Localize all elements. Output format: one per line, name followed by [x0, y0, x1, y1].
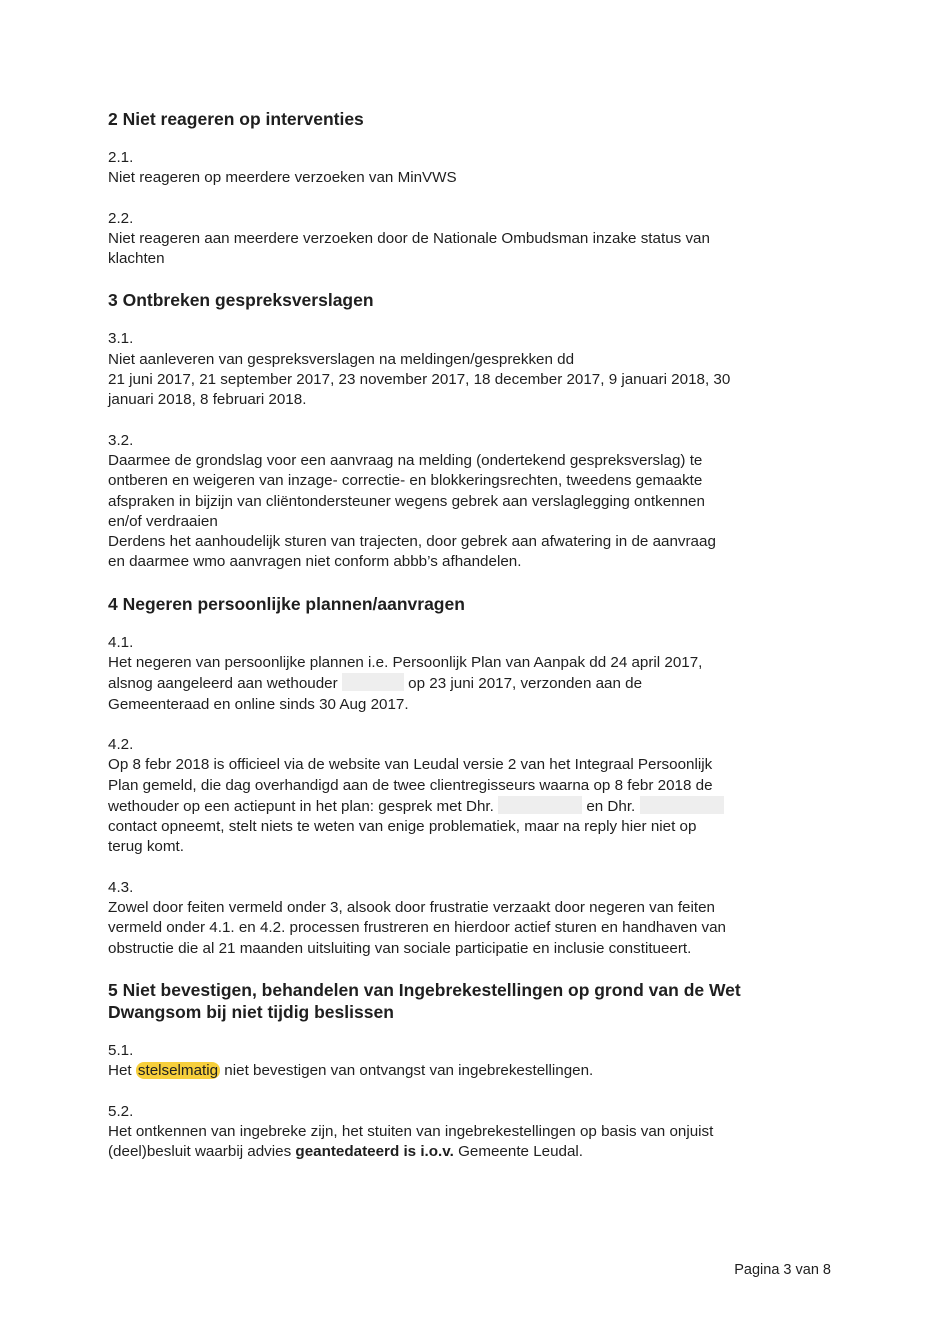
item-4-2-line: Plan gemeld, die dag overhandigd aan de twee clientregisseurs waarna op 8 febr 2018 de: [108, 776, 713, 794]
item-4-2-text-part: wethouder op een actiepunt in het plan: gesprek met Dhr.: [108, 797, 494, 815]
item-4-2-line: Op 8 febr 2018 is officieel via de website van Leudal versie 2 van het Integraal Persoonlijk: [108, 756, 713, 774]
section-5-heading: [108, 979, 833, 1023]
item-2-2-number: 2.2.: [108, 209, 134, 227]
item-2-2-line: Niet reageren aan meerdere verzoeken door de Nationale Ombudsman inzake status van: [108, 229, 710, 247]
item-4-1-text-part: op 23 juni 2017, verzonden aan de: [408, 675, 643, 693]
section-2-heading: 2 Niet reageren op interventies: [108, 109, 364, 129]
item-4-1-text-part: alsnog aangeleerd aan wethouder: [108, 675, 338, 693]
item-3-1-line: januari 2018, 8 februari 2018.: [108, 391, 307, 409]
item-4-1-number: 4.1.: [108, 633, 134, 651]
section-4-heading: 4 Negeren persoonlijke plannen/aanvragen: [108, 593, 465, 614]
item-3-2-line: ontberen en weigeren van inzage- correctie- en blokkeringsrechten, tweedens gemaakte: [108, 472, 703, 490]
item-3-2-line: en daarmee wmo aanvragen niet conform abbb’s afhandelen.: [108, 553, 522, 571]
item-3-2-line: Daarmee de grondslag voor een aanvraag na melding (ondertekend gespreksverslag) te: [108, 451, 703, 469]
item-4-3-line: obstructie die al 21 maanden uitsluiting van sociale participatie en inclusie constitueert.: [108, 939, 692, 957]
item-3-1-number: 3.1.: [108, 330, 134, 348]
item-4-2-line: [108, 796, 833, 817]
item-4-2-line: contact opneemt, stelt niets te weten van enige problematiek, maar na reply hier niet op: [108, 818, 697, 836]
item-4-3-number: 4.3.: [108, 878, 134, 896]
highlighted-word: stelselmatig: [137, 1062, 219, 1080]
item-2-2-line: klachten: [108, 250, 165, 268]
redaction-block: [640, 796, 724, 814]
item-3-2-line: Derdens het aanhoudelijk sturen van trajecten, door gebrek aan afwatering in de aanvraag: [108, 533, 716, 551]
section-5-heading-line: 5 Niet bevestigen, behandelen van Ingebrekestellingen op grond van de Wet: [108, 979, 741, 1000]
item-5-2-line: [108, 1142, 833, 1162]
item-5-2-line: Het ontkennen van ingebreke zijn, het stuiten van ingebrekestellingen op basis van onjuist: [108, 1122, 714, 1140]
item-4-3-line: Zowel door feiten vermeld onder 3, alsook door frustratie verzaakt door negeren van feiten: [108, 899, 715, 917]
item-3-2-line: afspraken in bijzijn van cliëntondersteuner wegens gebrek aan verslaglegging ontkennen: [108, 492, 705, 510]
item-5-2-bold-text: geantedateerd is i.o.v.: [295, 1143, 454, 1161]
item-5-1-text-part: niet bevestigen van ontvangst van ingebrekestellingen.: [224, 1062, 594, 1080]
item-4-2-number: 4.2.: [108, 735, 134, 753]
item-4-1-line: [108, 673, 833, 694]
section-3-heading: 3 Ontbreken gespreksverslagen: [108, 290, 374, 311]
redaction-block: [498, 796, 582, 814]
item-3-1-line: Niet aanleveren van gespreksverslagen na meldingen/gesprekken dd: [108, 350, 575, 368]
item-5-2-text-part: Gemeente Leudal.: [458, 1143, 584, 1161]
item-3-2-number: 3.2.: [108, 431, 134, 449]
item-4-1-line: Het negeren van persoonlijke plannen i.e. Persoonlijk Plan van Aanpak dd 24 april 2017,: [108, 654, 703, 672]
item-3-2-line: en/of verdraaien: [108, 512, 218, 530]
item-4-2-line: terug komt.: [108, 838, 184, 856]
item-4-3-line: vermeld onder 4.1. en 4.2. processen frustreren en hierdoor actief sturen en handhaven van: [108, 919, 727, 937]
item-5-2-text-part: (deel)besluit waarbij advies: [108, 1143, 292, 1161]
item-5-1-text-part: Het: [108, 1062, 132, 1080]
item-5-1-number: 5.1.: [108, 1041, 134, 1059]
section-5-heading-line: Dwangsom bij niet tijdig beslissen: [108, 1001, 394, 1022]
item-3-1-line: 21 juni 2017, 21 september 2017, 23 november 2017, 18 december 2017, 9 januari 2018, 30: [108, 371, 731, 389]
item-2-1-text: Niet reageren op meerdere verzoeken van MinVWS: [108, 169, 457, 187]
item-2-1-number: 2.1.: [108, 149, 134, 166]
item-5-1-text: [108, 1061, 833, 1081]
item-4-1-line: Gemeenteraad en online sinds 30 Aug 2017.: [108, 695, 409, 713]
page-content: [108, 108, 833, 1162]
item-4-2-text-part: en Dhr.: [586, 797, 636, 815]
page-number-footer: Pagina 3 van 8: [734, 1262, 831, 1278]
redaction-block: [342, 673, 404, 691]
item-5-2-number: 5.2.: [108, 1102, 134, 1120]
